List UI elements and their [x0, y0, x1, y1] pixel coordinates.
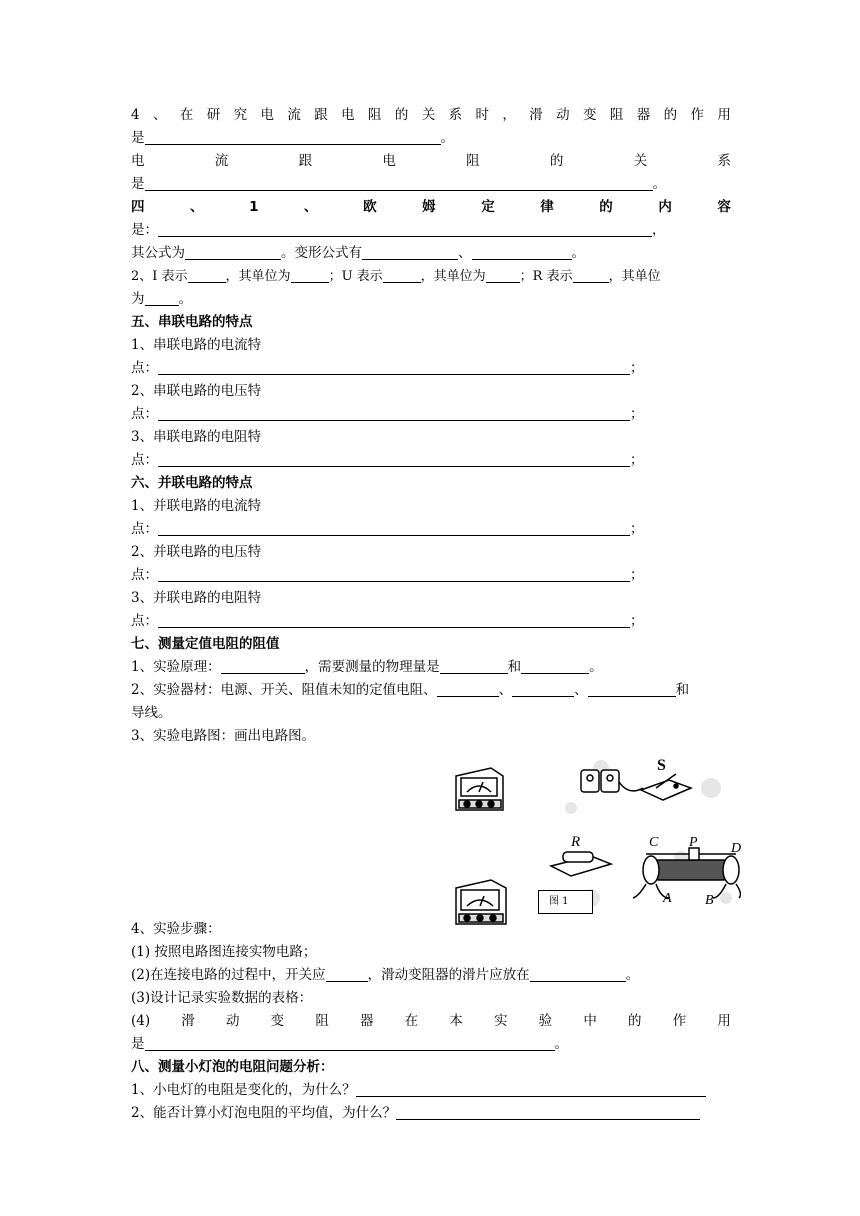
justified-char: (4)	[131, 1013, 151, 1029]
answer-blank[interactable]	[145, 1035, 555, 1051]
justified-char: 用	[717, 1013, 731, 1029]
justified-char: 滑	[181, 1013, 195, 1029]
rheostat-letter-C: C	[649, 835, 659, 850]
item-label: 1、并联电路的电流特	[131, 498, 262, 514]
item-answer-line: 点： ；	[131, 406, 644, 422]
answer-blank[interactable]	[530, 966, 626, 982]
q4-line3	[131, 150, 731, 173]
justified-char: 内	[658, 199, 672, 215]
justified-char: 、	[152, 107, 167, 123]
answer-blank[interactable]	[573, 267, 609, 283]
justified-char: 电	[341, 107, 355, 123]
justified-char: 滑	[529, 107, 543, 123]
s7-step3: (3)设计记录实验数据的表格：	[131, 990, 313, 1006]
answer-blank[interactable]	[221, 658, 305, 674]
answer-blank[interactable]	[512, 681, 574, 697]
item-answer-line: 点： ；	[131, 567, 644, 583]
justified-char: ，	[502, 107, 516, 123]
justified-char: 中	[583, 1013, 597, 1029]
justified-char: 的	[663, 107, 678, 123]
justified-char: 流	[287, 107, 301, 123]
s8-q2: 2、能否计算小灯泡电阻的平均值，为什么？	[131, 1102, 731, 1125]
worksheet-page	[131, 104, 741, 1125]
justified-char: 跟	[298, 153, 313, 169]
justified-char: 系	[717, 153, 731, 169]
answer-blank[interactable]	[440, 658, 508, 674]
figure-area	[131, 748, 741, 918]
justified-char: 4	[131, 107, 140, 123]
rheostat-letter-D: D	[731, 841, 741, 856]
s7-step4-line2: 是 。	[131, 1036, 568, 1052]
answer-blank[interactable]	[158, 520, 630, 536]
rheostat-letter-B: B	[705, 893, 714, 908]
answer-blank[interactable]	[158, 359, 630, 375]
justified-char: 电	[131, 153, 145, 169]
ammeter-icon	[456, 768, 503, 810]
justified-char: 动	[556, 107, 570, 123]
justified-char: 电	[260, 107, 274, 123]
answer-blank[interactable]	[185, 244, 281, 260]
justified-char: 四	[131, 199, 145, 215]
s7-step1: (1) 按照电路图连接实物电路；	[131, 944, 317, 960]
justified-char: 的	[599, 199, 613, 215]
justified-char: 欧	[363, 199, 377, 215]
s4-formula-line: 其公式为 。变形公式有 、 。	[131, 245, 585, 261]
s7-equipment-line: 2、实验器材：电源、开关、阻值未知的定值电阻、 、 、 和	[131, 682, 690, 698]
justified-char: 阻	[466, 153, 480, 169]
item-label: 2、并联电路的电压特	[131, 544, 262, 560]
s7-step4-line1	[131, 1010, 731, 1033]
justified-char: 的	[628, 1013, 642, 1029]
item-answer-line: 点： ；	[131, 521, 644, 537]
justified-char: 的	[549, 153, 564, 169]
answer-blank[interactable]	[383, 267, 421, 283]
s8-q1: 1、小电灯的电阻是变化的，为什么？	[131, 1079, 731, 1102]
item-label: 3、串联电路的电阻特	[131, 429, 262, 445]
justified-char: 关	[421, 107, 436, 123]
justified-char: 系	[448, 107, 463, 123]
switch-letter: S	[657, 757, 666, 774]
justified-char: 阻	[367, 107, 382, 123]
s4-units-line: 2、I 表示 ，其单位为 ；U 表示 ，其单位为 ；R 表示 ，其单位	[131, 269, 661, 284]
s7-step2: (2)在连接电路的过程中，开关应 ，滑动变阻器的滑片应放在 。	[131, 967, 640, 983]
justified-char: 的	[394, 107, 409, 123]
justified-char: 跟	[314, 107, 328, 123]
s6-items	[131, 495, 731, 633]
justified-char: 关	[633, 153, 648, 169]
q4-line1	[131, 104, 731, 127]
s5-heading: 五、串联电路的特点	[131, 314, 253, 330]
answer-blank[interactable]	[356, 1081, 706, 1097]
answer-blank[interactable]	[158, 221, 652, 237]
answer-blank[interactable]	[158, 405, 630, 421]
justified-char: 在	[404, 1013, 419, 1029]
answer-blank[interactable]	[145, 290, 179, 306]
answer-blank[interactable]	[437, 681, 499, 697]
justified-char: 容	[717, 199, 731, 215]
justified-char: 、	[304, 199, 318, 215]
s7-steps-heading: 4、实验步骤：	[131, 921, 221, 937]
justified-char: 实	[494, 1013, 508, 1029]
answer-blank[interactable]	[158, 451, 630, 467]
s5-items	[131, 334, 731, 472]
justified-char: 本	[449, 1013, 463, 1029]
justified-char: 阻	[315, 1013, 329, 1029]
answer-blank[interactable]	[326, 966, 368, 982]
resistor-letter: R	[571, 834, 581, 850]
justified-char: 定	[481, 199, 495, 215]
item-answer-line: 点： ；	[131, 360, 644, 376]
answer-blank[interactable]	[158, 566, 630, 582]
justified-char: 研	[206, 107, 221, 123]
justified-char: 律	[540, 199, 554, 215]
justified-char: 动	[225, 1013, 240, 1029]
justified-char: 流	[214, 153, 229, 169]
justified-char: 1	[249, 199, 259, 215]
s4-line2: 是： ，	[131, 222, 666, 238]
answer-blank[interactable]	[396, 1104, 700, 1120]
resistor-icon	[551, 852, 611, 876]
q4-line4: 是 。	[131, 176, 666, 192]
item-label: 1、串联电路的电流特	[131, 337, 262, 353]
s4-units-line2: 为 。	[131, 291, 192, 307]
rheostat-letter-P: P	[689, 835, 698, 850]
s7-equipment-line2: 导线。	[131, 705, 172, 721]
justified-char: 器	[636, 107, 651, 123]
s7-principle-line: 1、实验原理： ，需要测量的物理量是 和 。	[131, 659, 603, 675]
answer-blank[interactable]	[588, 681, 676, 697]
answer-blank[interactable]	[291, 267, 329, 283]
answer-blank[interactable]	[486, 267, 520, 283]
justified-char: 在	[179, 107, 194, 123]
rheostat-letter-A: A	[663, 891, 672, 906]
item-label: 2、串联电路的电压特	[131, 383, 262, 399]
s7-circuit-line: 3、实验电路图：画出电路图。	[131, 728, 316, 744]
s4-line1	[131, 196, 731, 219]
justified-char: 验	[538, 1013, 553, 1029]
answer-blank[interactable]	[145, 129, 441, 145]
apparatus-figure	[451, 748, 741, 926]
justified-char: 阻	[609, 107, 624, 123]
item-answer-line: 点： ；	[131, 452, 644, 468]
justified-char: 用	[717, 107, 731, 123]
justified-char: 电	[382, 153, 396, 169]
justified-char: 究	[233, 107, 248, 123]
justified-char: 时	[475, 107, 489, 123]
justified-char: 变	[270, 1013, 285, 1029]
answer-blank[interactable]	[188, 267, 226, 283]
item-label: 3、并联电路的电阻特	[131, 590, 262, 606]
justified-char: 变	[582, 107, 597, 123]
battery-icon	[581, 770, 643, 792]
justified-char: 作	[672, 1013, 687, 1029]
answer-blank[interactable]	[472, 244, 572, 260]
answer-blank[interactable]	[158, 612, 630, 628]
item-answer-line: 点： ；	[131, 613, 644, 629]
s7-heading: 七、测量定值电阻的阻值	[131, 636, 280, 652]
s6-heading: 六、并联电路的特点	[131, 475, 253, 491]
figure-label: 图 1	[538, 890, 593, 914]
justified-char: 作	[690, 107, 704, 123]
s8-heading: 八、测量小灯泡的电阻问题分析：	[131, 1059, 334, 1075]
q4-line2: 是 。	[131, 130, 454, 146]
answer-blank[interactable]	[145, 175, 653, 191]
switch-icon	[641, 774, 691, 800]
justified-char: 器	[359, 1013, 374, 1029]
answer-blank[interactable]	[521, 658, 589, 674]
justified-char: 、	[190, 199, 204, 215]
justified-char: 姆	[422, 199, 436, 215]
answer-blank[interactable]	[362, 244, 458, 260]
